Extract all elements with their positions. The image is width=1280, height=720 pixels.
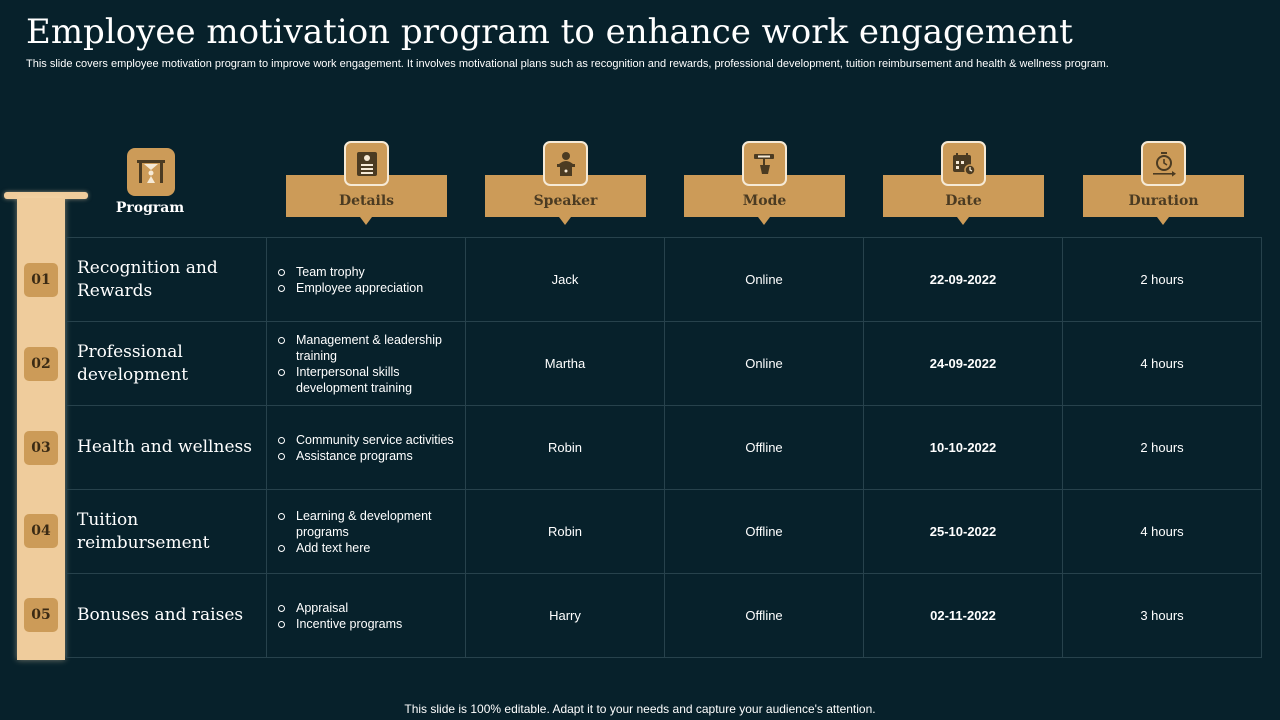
date-cell: 10-10-2022	[863, 405, 1062, 489]
column-label: Details	[338, 193, 395, 209]
footer-note: This slide is 100% editable. Adapt it to your needs and capture your audience's attention.	[404, 702, 876, 716]
table-row	[66, 321, 1264, 405]
detail-item: Team trophy	[277, 264, 457, 280]
column-header-duration	[1083, 141, 1244, 229]
mode-cell: Offline	[664, 405, 863, 489]
calendar-icon	[941, 141, 986, 186]
presenter-podium-icon	[543, 141, 588, 186]
mode-cell: Offline	[664, 573, 863, 658]
row-number-badge: 02	[24, 347, 58, 381]
column-header-mode	[684, 141, 845, 229]
program-name: Bonuses and raises	[66, 573, 266, 658]
detail-item: Appraisal	[277, 600, 457, 616]
column-header-speaker	[485, 141, 646, 229]
details-cell	[266, 321, 465, 405]
mode-cell: Online	[664, 237, 863, 321]
duration-cell: 2 hours	[1062, 237, 1262, 321]
program-name: Health and wellness	[66, 405, 266, 489]
date-cell: 25-10-2022	[863, 489, 1062, 573]
table-row	[66, 405, 1264, 489]
speaker-cell: Robin	[465, 489, 664, 573]
column-header-date	[883, 141, 1044, 229]
table-row	[66, 237, 1264, 321]
program-table	[66, 237, 1264, 658]
detail-item: Assistance programs	[277, 448, 457, 464]
column-label: Duration	[1128, 193, 1199, 209]
date-cell: 24-09-2022	[863, 321, 1062, 405]
details-cell	[266, 573, 465, 658]
detail-item: Add text here	[277, 540, 457, 556]
row-number-badge: 03	[24, 431, 58, 465]
column-label: Speaker	[533, 193, 598, 209]
table-row	[66, 489, 1264, 573]
table-row	[66, 573, 1264, 658]
duration-cell: 2 hours	[1062, 405, 1262, 489]
document-list-icon	[344, 141, 389, 186]
duration-cell: 3 hours	[1062, 573, 1262, 658]
detail-item: Interpersonal skills development training	[277, 364, 457, 396]
column-header-details	[286, 141, 447, 229]
detail-item: Learning & development programs	[277, 508, 457, 540]
page-subtitle: This slide covers employee motivation program to improve work engagement. It involves motivational plans such as recognition and rewards, professional development, tuition reimbursement and health & wellness program.	[26, 58, 1109, 70]
mode-cell: Online	[664, 321, 863, 405]
detail-item: Incentive programs	[277, 616, 457, 632]
details-cell	[266, 405, 465, 489]
program-name: Recognition and Rewards	[66, 237, 266, 321]
stopwatch-icon	[1141, 141, 1186, 186]
speaker-cell: Martha	[465, 321, 664, 405]
detail-item: Community service activities	[277, 432, 457, 448]
date-cell: 22-09-2022	[863, 237, 1062, 321]
row-number-badge: 01	[24, 263, 58, 297]
detail-item: Management & leadership training	[277, 332, 457, 364]
column-label: Date	[945, 193, 982, 209]
column-label: Mode	[742, 193, 787, 209]
row-number-badge: 04	[24, 514, 58, 548]
row-number-badge: 05	[24, 598, 58, 632]
speaker-cell: Robin	[465, 405, 664, 489]
speaker-cell: Jack	[465, 237, 664, 321]
program-name: Tuition reimbursement	[66, 489, 266, 573]
speaker-cell: Harry	[465, 573, 664, 658]
details-cell	[266, 237, 465, 321]
program-header-label: Program	[115, 200, 185, 216]
mode-cell: Offline	[664, 489, 863, 573]
detail-item: Employee appreciation	[277, 280, 457, 296]
projector-icon	[742, 141, 787, 186]
details-cell	[266, 489, 465, 573]
duration-cell: 4 hours	[1062, 489, 1262, 573]
program-icon	[127, 148, 175, 196]
date-cell: 02-11-2022	[863, 573, 1062, 658]
duration-cell: 4 hours	[1062, 321, 1262, 405]
page-title: Employee motivation program to enhance work engagement	[26, 12, 1073, 52]
program-name: Professional development	[66, 321, 266, 405]
